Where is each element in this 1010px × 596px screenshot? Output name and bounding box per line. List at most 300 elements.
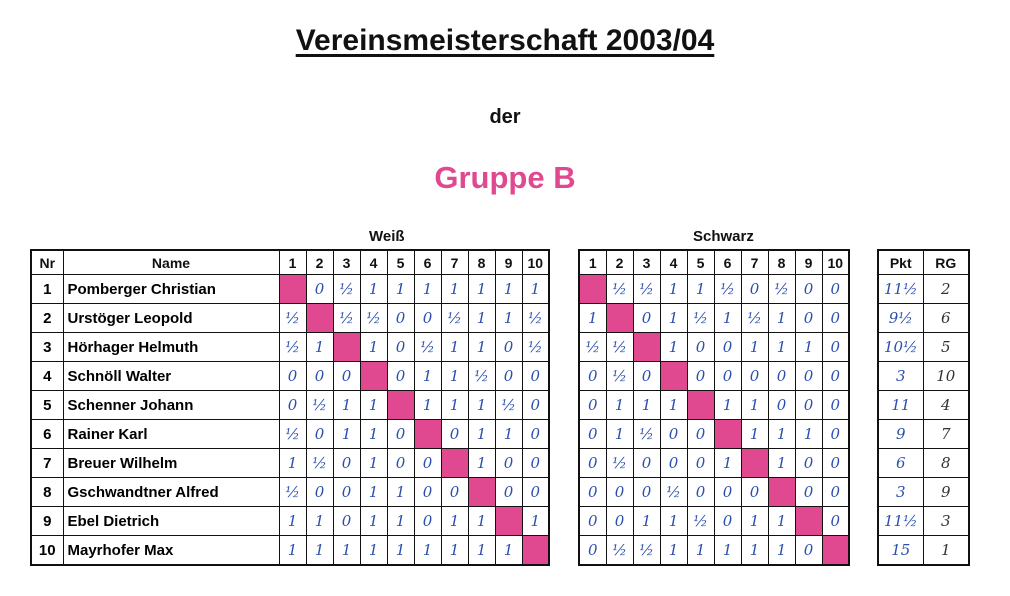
result-cell: 0	[387, 420, 414, 449]
result-cell: 1	[306, 536, 333, 566]
result-cell: 0	[414, 449, 441, 478]
table-row	[31, 304, 549, 333]
result-cell: 1	[633, 507, 660, 536]
result-cell: 1	[660, 391, 687, 420]
result-cell: 1	[468, 449, 495, 478]
result-cell: 0	[822, 391, 849, 420]
header-col-5: 5	[687, 250, 714, 275]
result-cell: 1	[387, 275, 414, 304]
result-cell: 0	[333, 362, 360, 391]
result-cell: 1	[468, 391, 495, 420]
player-name: Ebel Dietrich	[63, 507, 279, 536]
player-nr: 10	[31, 536, 63, 566]
result-cell: 1	[633, 391, 660, 420]
result-cell: 0	[660, 420, 687, 449]
result-cell: 0	[414, 478, 441, 507]
result-cell: ½	[633, 536, 660, 566]
table-row	[878, 304, 969, 333]
result-cell: 1	[360, 420, 387, 449]
result-cell: 1	[441, 362, 468, 391]
result-cell: 1	[522, 507, 549, 536]
result-cell: 0	[306, 420, 333, 449]
result-cell: ½	[522, 304, 549, 333]
diagonal-cell	[660, 362, 687, 391]
result-cell: 1	[468, 304, 495, 333]
result-cell: ½	[687, 304, 714, 333]
player-name: Hörhager Helmuth	[63, 333, 279, 362]
result-cell: 0	[387, 333, 414, 362]
result-cell: ½	[279, 420, 306, 449]
table-row	[579, 304, 849, 333]
result-cell: 0	[333, 478, 360, 507]
player-name: Schenner Johann	[63, 391, 279, 420]
weiss-caption: Weiß	[369, 228, 405, 245]
result-cell: 0	[633, 362, 660, 391]
result-cell: 1	[741, 507, 768, 536]
result-cell: 0	[606, 507, 633, 536]
result-cell: 1	[714, 391, 741, 420]
result-cell: 0	[822, 420, 849, 449]
result-cell: 0	[687, 478, 714, 507]
result-cell: 0	[579, 420, 606, 449]
result-cell: ½	[606, 333, 633, 362]
table-row	[31, 391, 549, 420]
result-cell: 0	[522, 391, 549, 420]
header-col-10: 10	[822, 250, 849, 275]
diagonal-cell	[741, 449, 768, 478]
result-cell: 0	[495, 478, 522, 507]
rank-cell: 5	[923, 333, 969, 362]
result-cell: 1	[360, 275, 387, 304]
points-cell: 10½	[878, 333, 923, 362]
result-cell: 0	[633, 478, 660, 507]
result-cell: 0	[495, 362, 522, 391]
header-col-8: 8	[468, 250, 495, 275]
result-cell: 1	[579, 304, 606, 333]
rank-cell: 6	[923, 304, 969, 333]
result-cell: 1	[468, 333, 495, 362]
player-name: Rainer Karl	[63, 420, 279, 449]
result-cell: 0	[795, 304, 822, 333]
player-nr: 5	[31, 391, 63, 420]
result-cell: 0	[522, 362, 549, 391]
result-cell: 0	[279, 391, 306, 420]
result-cell: 0	[279, 362, 306, 391]
header-col-3: 3	[633, 250, 660, 275]
result-cell: 1	[387, 536, 414, 566]
result-cell: 1	[414, 391, 441, 420]
result-cell: 0	[495, 333, 522, 362]
table-row	[878, 478, 969, 507]
result-cell: 1	[768, 333, 795, 362]
table-row	[31, 362, 549, 391]
table-row	[579, 449, 849, 478]
header-col-6: 6	[414, 250, 441, 275]
result-cell: ½	[660, 478, 687, 507]
result-cell: 1	[522, 275, 549, 304]
result-cell: 1	[468, 507, 495, 536]
result-cell: 1	[441, 391, 468, 420]
table-header-row	[579, 250, 849, 275]
points-cell: 3	[878, 362, 923, 391]
result-cell: ½	[495, 391, 522, 420]
result-cell: 0	[306, 478, 333, 507]
result-cell: 0	[387, 304, 414, 333]
table-row	[31, 536, 549, 566]
points-cell: 6	[878, 449, 923, 478]
result-cell: 1	[741, 420, 768, 449]
rank-cell: 2	[923, 275, 969, 304]
table-row	[878, 449, 969, 478]
group-title: Gruppe B	[434, 160, 576, 195]
rank-cell: 7	[923, 420, 969, 449]
diagonal-cell	[768, 478, 795, 507]
result-cell: 1	[306, 507, 333, 536]
result-cell: 1	[468, 536, 495, 566]
result-cell: 1	[795, 420, 822, 449]
result-cell: 0	[387, 449, 414, 478]
result-cell: 1	[441, 333, 468, 362]
result-cell: ½	[633, 420, 660, 449]
result-cell: 1	[468, 420, 495, 449]
result-cell: ½	[414, 333, 441, 362]
header-col-10: 10	[522, 250, 549, 275]
result-cell: 1	[441, 536, 468, 566]
result-cell: 1	[468, 275, 495, 304]
result-cell: 0	[606, 478, 633, 507]
result-cell: ½	[306, 449, 333, 478]
rank-cell: 8	[923, 449, 969, 478]
rank-cell: 1	[923, 536, 969, 566]
result-cell: 0	[687, 449, 714, 478]
result-cell: 1	[333, 420, 360, 449]
result-cell: ½	[606, 536, 633, 566]
result-cell: 1	[768, 449, 795, 478]
header-col-1: 1	[279, 250, 306, 275]
result-cell: 0	[822, 362, 849, 391]
result-cell: 1	[741, 391, 768, 420]
table-row	[878, 536, 969, 566]
player-nr: 4	[31, 362, 63, 391]
player-nr: 9	[31, 507, 63, 536]
result-cell: 1	[441, 507, 468, 536]
points-cell: 11½	[878, 275, 923, 304]
player-nr: 1	[31, 275, 63, 304]
result-cell: 0	[633, 449, 660, 478]
header-col-6: 6	[714, 250, 741, 275]
diagonal-cell	[360, 362, 387, 391]
table-row	[579, 478, 849, 507]
result-cell: 1	[414, 362, 441, 391]
result-cell: 0	[579, 536, 606, 566]
table-row	[579, 391, 849, 420]
result-cell: 0	[522, 478, 549, 507]
result-cell: 1	[495, 304, 522, 333]
table-row	[31, 333, 549, 362]
result-cell: 0	[822, 275, 849, 304]
header-col-5: 5	[387, 250, 414, 275]
result-cell: 1	[768, 507, 795, 536]
result-cell: 1	[360, 391, 387, 420]
result-cell: 0	[714, 362, 741, 391]
player-nr: 3	[31, 333, 63, 362]
points-cell: 15	[878, 536, 923, 566]
result-cell: 1	[687, 536, 714, 566]
rank-cell: 10	[923, 362, 969, 391]
diagonal-cell	[822, 536, 849, 566]
result-cell: ½	[468, 362, 495, 391]
result-cell: 0	[441, 478, 468, 507]
result-cell: 0	[714, 333, 741, 362]
result-cell: ½	[714, 275, 741, 304]
header-col-1: 1	[579, 250, 606, 275]
result-cell: 0	[795, 391, 822, 420]
result-cell: 1	[495, 275, 522, 304]
result-cell: 1	[279, 536, 306, 566]
table-row	[878, 507, 969, 536]
diagonal-cell	[687, 391, 714, 420]
diagonal-cell	[333, 333, 360, 362]
result-cell: 0	[333, 449, 360, 478]
result-cell: 1	[606, 391, 633, 420]
result-cell: 1	[768, 420, 795, 449]
result-cell: 1	[387, 507, 414, 536]
table-row	[579, 275, 849, 304]
player-name: Gschwandtner Alfred	[63, 478, 279, 507]
player-name: Urstöger Leopold	[63, 304, 279, 333]
header-rg: RG	[923, 250, 969, 275]
player-nr: 8	[31, 478, 63, 507]
table-row	[31, 449, 549, 478]
table-header-row	[31, 250, 549, 275]
result-cell: 0	[333, 507, 360, 536]
result-cell: 1	[741, 536, 768, 566]
diagonal-cell	[387, 391, 414, 420]
result-cell: ½	[768, 275, 795, 304]
header-col-3: 3	[333, 250, 360, 275]
result-cell: ½	[441, 304, 468, 333]
result-cell: ½	[279, 478, 306, 507]
header-col-2: 2	[606, 250, 633, 275]
table-row	[579, 362, 849, 391]
table-row	[31, 420, 549, 449]
result-cell: 0	[795, 362, 822, 391]
result-cell: 0	[579, 507, 606, 536]
result-cell: ½	[606, 362, 633, 391]
result-cell: 1	[414, 536, 441, 566]
result-cell: ½	[279, 304, 306, 333]
rank-cell: 9	[923, 478, 969, 507]
result-cell: 1	[360, 333, 387, 362]
diagonal-cell	[633, 333, 660, 362]
result-cell: 0	[522, 420, 549, 449]
page-title: Vereinsmeisterschaft 2003/04	[295, 24, 715, 57]
result-cell: 1	[714, 449, 741, 478]
table-row	[878, 333, 969, 362]
result-cell: 1	[660, 507, 687, 536]
result-cell: 0	[579, 449, 606, 478]
result-cell: ½	[306, 391, 333, 420]
table-row	[878, 420, 969, 449]
result-cell: 1	[387, 478, 414, 507]
result-cell: 0	[822, 333, 849, 362]
result-cell: 1	[360, 536, 387, 566]
result-cell: 1	[714, 304, 741, 333]
result-cell: 1	[660, 275, 687, 304]
result-cell: ½	[606, 275, 633, 304]
result-cell: 1	[660, 333, 687, 362]
result-cell: ½	[741, 304, 768, 333]
result-cell: 0	[306, 275, 333, 304]
result-cell: 0	[822, 478, 849, 507]
result-cell: 1	[660, 536, 687, 566]
result-cell: ½	[333, 304, 360, 333]
player-name: Pomberger Christian	[63, 275, 279, 304]
diagonal-cell	[522, 536, 549, 566]
result-cell: 1	[360, 449, 387, 478]
result-cell: 1	[333, 391, 360, 420]
table-row	[878, 275, 969, 304]
result-cell: 0	[414, 507, 441, 536]
result-cell: 0	[579, 362, 606, 391]
header-name: Name	[63, 250, 279, 275]
header-col-9: 9	[795, 250, 822, 275]
result-cell: 1	[441, 275, 468, 304]
result-cell: 1	[768, 536, 795, 566]
result-cell: 1	[360, 478, 387, 507]
rank-cell: 3	[923, 507, 969, 536]
result-cell: 0	[741, 275, 768, 304]
table-row	[31, 478, 549, 507]
table-row	[31, 275, 549, 304]
table-row	[878, 391, 969, 420]
result-cell: 0	[741, 478, 768, 507]
result-cell: 1	[306, 333, 333, 362]
result-cell: ½	[606, 449, 633, 478]
result-cell: 1	[687, 275, 714, 304]
result-cell: 0	[579, 478, 606, 507]
subtitle: der	[489, 106, 521, 128]
table-row	[579, 507, 849, 536]
result-cell: 1	[495, 536, 522, 566]
result-cell: 1	[279, 507, 306, 536]
table-row	[579, 420, 849, 449]
result-cell: ½	[633, 275, 660, 304]
result-cell: 0	[822, 507, 849, 536]
result-cell: 1	[279, 449, 306, 478]
player-nr: 6	[31, 420, 63, 449]
result-cell: 0	[822, 304, 849, 333]
rank-cell: 4	[923, 391, 969, 420]
diagonal-cell	[414, 420, 441, 449]
header-col-7: 7	[441, 250, 468, 275]
result-cell: 0	[414, 304, 441, 333]
result-cell: 1	[660, 304, 687, 333]
header-col-8: 8	[768, 250, 795, 275]
result-cell: 0	[579, 391, 606, 420]
player-nr: 2	[31, 304, 63, 333]
weiss-results-table	[30, 249, 550, 566]
result-cell: 0	[687, 362, 714, 391]
points-cell: 9½	[878, 304, 923, 333]
result-cell: 0	[795, 449, 822, 478]
result-cell: ½	[333, 275, 360, 304]
result-cell: 0	[768, 362, 795, 391]
result-cell: 0	[687, 420, 714, 449]
result-cell: 0	[741, 362, 768, 391]
result-cell: 1	[495, 420, 522, 449]
header-col-9: 9	[495, 250, 522, 275]
header-pkt: Pkt	[878, 250, 923, 275]
result-cell: 1	[768, 304, 795, 333]
result-cell: 0	[441, 420, 468, 449]
schwarz-results-table	[578, 249, 850, 566]
result-cell: 0	[822, 449, 849, 478]
result-cell: 1	[741, 333, 768, 362]
diagonal-cell	[279, 275, 306, 304]
table-row	[579, 536, 849, 566]
result-cell: 1	[714, 536, 741, 566]
header-col-7: 7	[741, 250, 768, 275]
player-name: Schnöll Walter	[63, 362, 279, 391]
result-cell: ½	[522, 333, 549, 362]
schwarz-caption: Schwarz	[693, 228, 754, 245]
diagonal-cell	[468, 478, 495, 507]
result-cell: 0	[687, 333, 714, 362]
result-cell: 0	[714, 478, 741, 507]
header-col-4: 4	[360, 250, 387, 275]
table-header-row	[878, 250, 969, 275]
points-cell: 3	[878, 478, 923, 507]
player-name: Breuer Wilhelm	[63, 449, 279, 478]
result-cell: 1	[414, 275, 441, 304]
player-nr: 7	[31, 449, 63, 478]
diagonal-cell	[714, 420, 741, 449]
result-cell: ½	[279, 333, 306, 362]
diagonal-cell	[441, 449, 468, 478]
result-cell: 0	[387, 362, 414, 391]
result-cell: 1	[795, 333, 822, 362]
header-nr: Nr	[31, 250, 63, 275]
result-cell: 0	[633, 304, 660, 333]
table-row	[878, 362, 969, 391]
diagonal-cell	[495, 507, 522, 536]
result-cell: 0	[795, 478, 822, 507]
header-col-2: 2	[306, 250, 333, 275]
points-cell: 11½	[878, 507, 923, 536]
result-cell: 0	[795, 536, 822, 566]
result-cell: 0	[795, 275, 822, 304]
points-rank-table	[877, 249, 970, 566]
table-row	[579, 333, 849, 362]
table-row	[31, 507, 549, 536]
result-cell: ½	[360, 304, 387, 333]
result-cell: 0	[714, 507, 741, 536]
diagonal-cell	[795, 507, 822, 536]
result-cell: 0	[495, 449, 522, 478]
result-cell: 1	[606, 420, 633, 449]
points-cell: 9	[878, 420, 923, 449]
result-cell: 0	[768, 391, 795, 420]
player-name: Mayrhofer Max	[63, 536, 279, 566]
result-cell: 0	[660, 449, 687, 478]
result-cell: 0	[522, 449, 549, 478]
result-cell: 0	[306, 362, 333, 391]
diagonal-cell	[579, 275, 606, 304]
result-cell: ½	[687, 507, 714, 536]
result-cell: 1	[360, 507, 387, 536]
result-cell: ½	[579, 333, 606, 362]
